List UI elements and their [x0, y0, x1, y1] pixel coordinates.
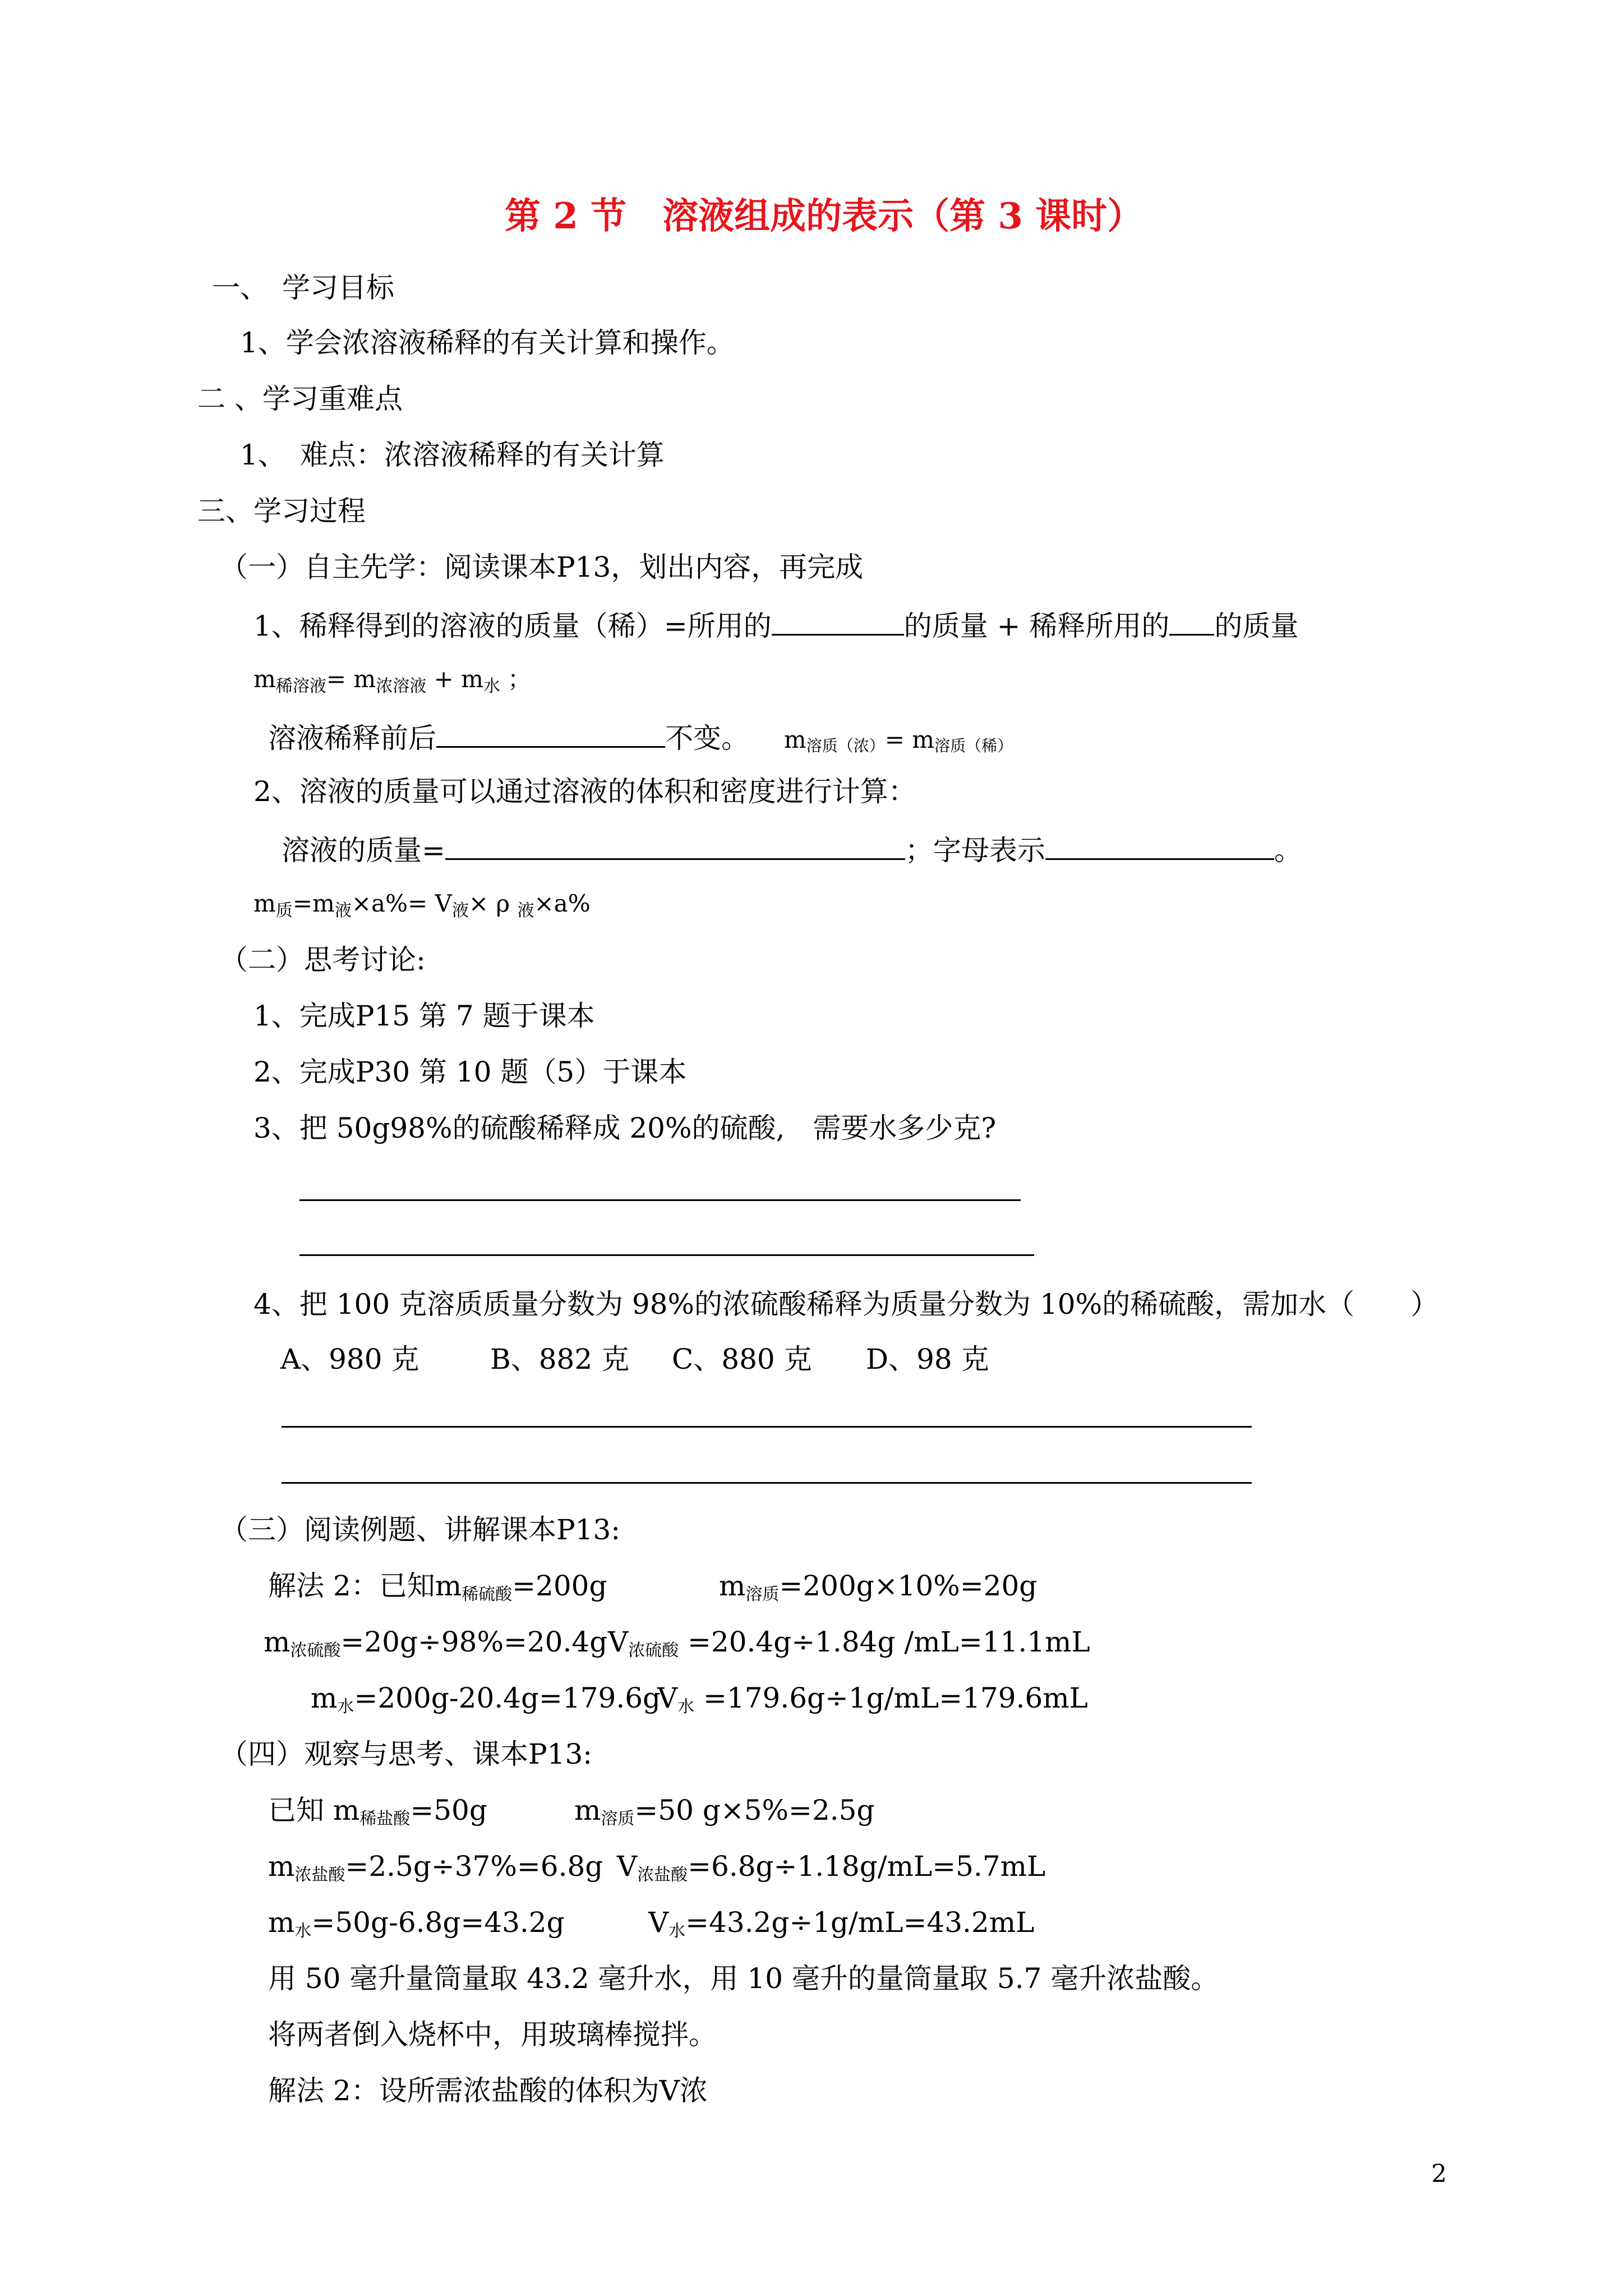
page-number: 2: [1431, 2160, 1447, 2188]
part4-row-1: 已知 $m_{稀盐酸}=50g$: [268, 1794, 487, 1829]
part3-row-3: $m_水=200g-20.4g=179.6g$: [311, 1682, 661, 1717]
part2-heading: （二）思考讨论:: [220, 944, 426, 976]
part4-line-4: 用 50 毫升量筒量取 43.2 毫升水，用 10 毫升的量筒量取 5.7 毫升浓盐酸。: [268, 1962, 1219, 1995]
blank-line: [1169, 606, 1214, 636]
part3-heading: （三）阅读例题、讲解课本P13:: [220, 1513, 621, 1546]
part1-question-2: 2、溶液的质量可以通过溶液的体积和密度进行计算：: [253, 775, 916, 808]
section-heading-key-points: 二 、学习重难点: [197, 383, 403, 415]
blank-line: [772, 606, 904, 636]
part4-row-3: $m_水=50g-6.8g=43.2g$: [268, 1906, 565, 1941]
answer-line: [282, 1426, 1252, 1428]
section-heading-process: 三、学习过程: [197, 495, 366, 527]
choice-a: A、980 克: [280, 1343, 419, 1375]
choice-d: D、98 克: [866, 1343, 989, 1375]
part2-question-1: 1、完成P15 第 7 题于课本: [253, 1000, 595, 1032]
formula-solute-constant: m溶质（浓）= m溶质（稀）: [783, 726, 1013, 755]
answer-line: [299, 1254, 1034, 1256]
part4-row-2: $m_{浓盐酸}=2.5g\div 37\%=6.8g$: [268, 1850, 603, 1885]
page-title: 第 2 节 溶液组成的表示（第 3 课时）: [505, 195, 1144, 237]
part4-row-1-right: $m_{溶质}=50$ g×5%=2.5g: [574, 1794, 875, 1829]
part4-line-6: 解法 2：设所需浓盐酸的体积为V浓: [268, 2074, 708, 2107]
part2-question-3: 3、把 50g98%的硫酸稀释成 20%的硫酸, 需要水多少克?: [253, 1112, 997, 1144]
part1-heading: （一）自主先学：阅读课本P13，划出内容，再完成: [220, 551, 864, 583]
part4-row-3-right: $V_水=43.2g\div 1g/mL=43.2mL$: [648, 1906, 1035, 1941]
formula-dilute-mass: $m_{稀溶液}= m_{浓溶液} + m_水$ ；: [253, 665, 532, 696]
answer-line: [282, 1482, 1252, 1484]
blank-line: [445, 830, 905, 860]
part2-question-2: 2、完成P30 第 10 题（5）于课本: [253, 1056, 687, 1088]
choice-b: B、882 克: [490, 1343, 630, 1375]
part1-question-1: 1、稀释得到的溶液的质量（稀）=所用的 的质量 + 稀释所用的 的质量: [253, 606, 1298, 643]
part1-line-3: 溶液稀释前后 不变。 m溶质（浓）= m溶质（稀）: [268, 718, 1013, 763]
part4-row-2-right: $V_{浓盐酸}=6.8g\div 1.18g/mL=5.7mL$: [617, 1850, 1046, 1885]
goal-item-1: 1、学会浓溶液稀释的有关计算和操作。: [240, 326, 735, 359]
part1-line-5: 溶液的质量= ；字母表示 。: [282, 830, 1302, 868]
part3-row-2-right: $V_{浓硫酸} =20.4g\div 1.84g$ /mL=11.1mL: [608, 1626, 1090, 1660]
key-point-item-1: 1、 难点：浓溶液稀释的有关计算: [240, 439, 665, 471]
part3-row-3-right: $V_水 =179.6g\div 1g/mL=179.6mL$: [657, 1682, 1088, 1717]
part3-row-1: 解法 2：已知$m_{稀硫酸}=200g$: [268, 1570, 607, 1604]
formula-solute-mass: $m_质=m_液\times a\%= V_液\times \rho$ $_液$×a%: [253, 890, 591, 921]
choice-c: C、880 克: [672, 1343, 812, 1375]
section-heading-learning-goals: 一、 学习目标: [212, 272, 394, 304]
part4-line-5: 将两者倒入烧杯中，用玻璃棒搅拌。: [268, 2018, 717, 2051]
part4-heading: （四）观察与思考、课本P13:: [220, 1738, 593, 1770]
blank-line: [436, 718, 665, 748]
part3-row-1-right: $m_{溶质}=200g\times 10\%=20g$: [719, 1570, 1038, 1604]
answer-line: [299, 1199, 1021, 1201]
blank-line: [1045, 830, 1274, 860]
part2-question-4: 4、把 100 克溶质质量分数为 98%的浓硫酸稀释为质量分数为 10%的稀硫酸，需加水（ ）: [253, 1288, 1439, 1320]
part3-row-2: $m_{浓硫酸}=20g\div 98\%=20.4g$: [264, 1626, 608, 1660]
